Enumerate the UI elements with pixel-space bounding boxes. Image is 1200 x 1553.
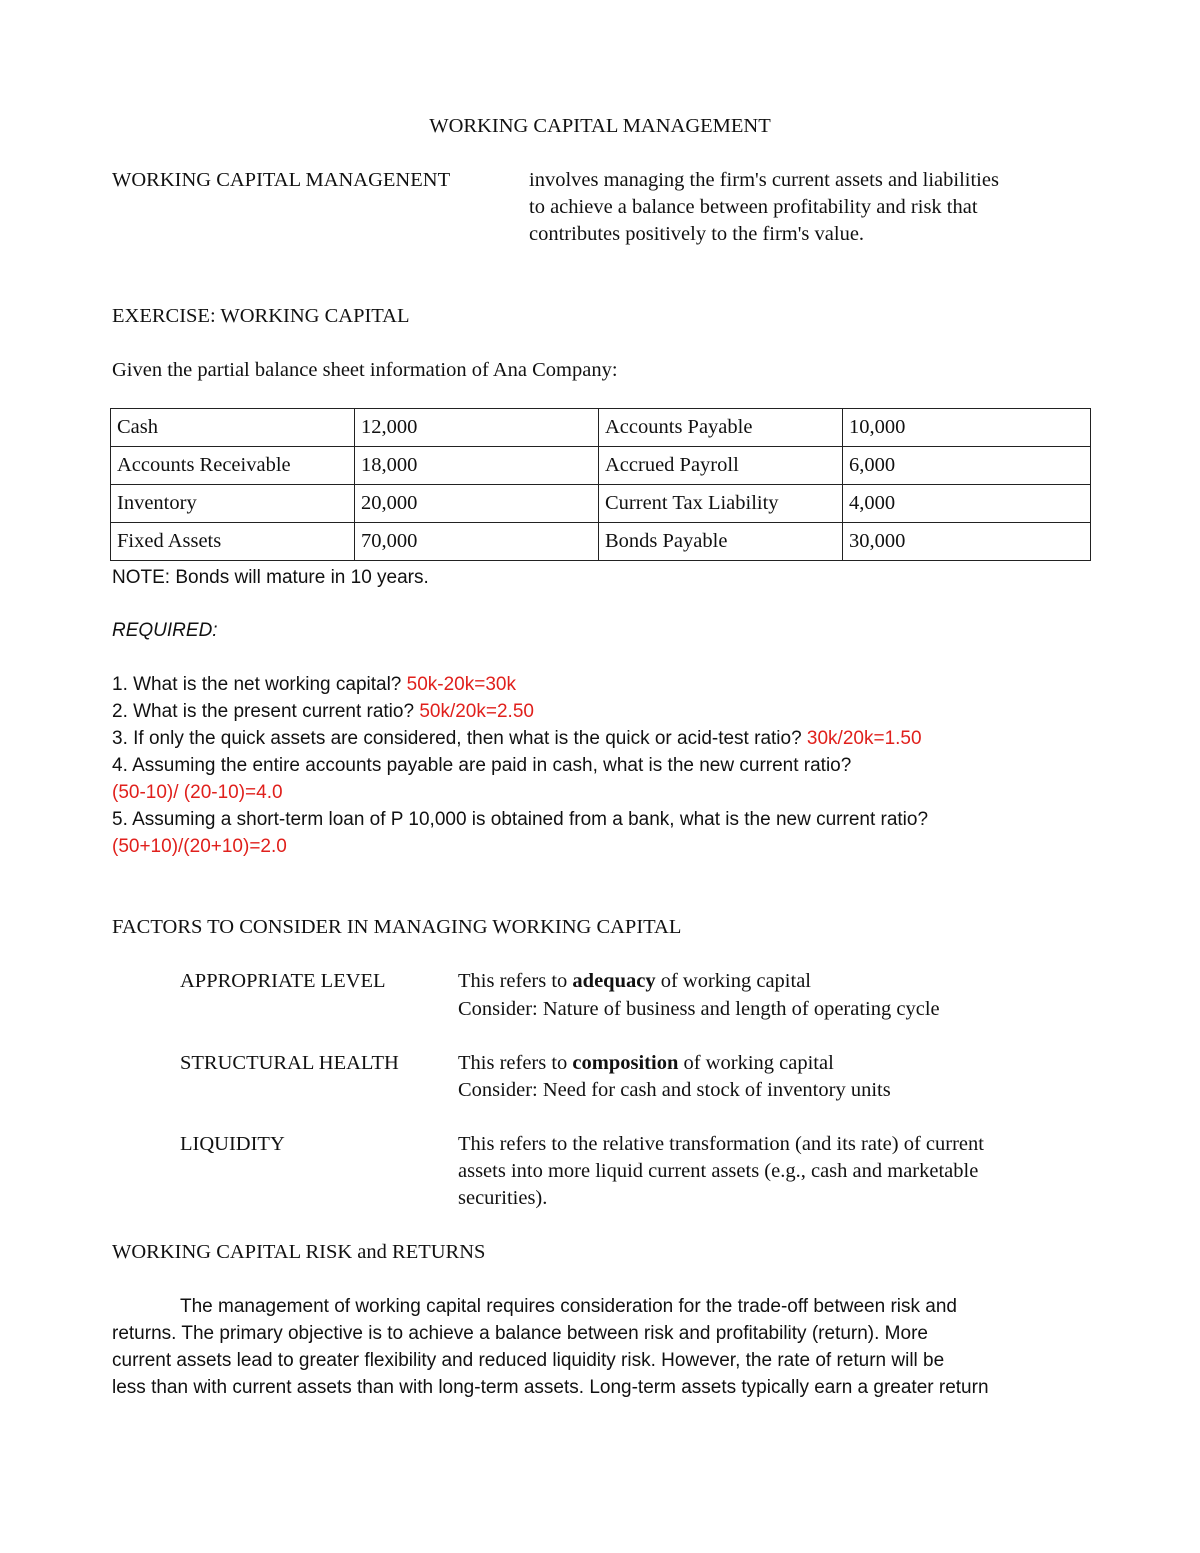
factor-desc-structural-health: [458, 1050, 834, 1077]
answer-text: 50k/20k=2.50: [419, 701, 534, 722]
factor-label-structural-health: STRUCTURAL HEALTH: [180, 1052, 399, 1074]
answer-5: (50+10)/(20+10)=2.0: [112, 836, 287, 857]
table-row: [111, 485, 1091, 523]
question-5: 5. Assuming a short-term loan of P 10,000 is obtained from a bank, what is the new current ratio?: [112, 809, 929, 830]
table-cell: 4,000: [843, 485, 1091, 523]
factor-desc-post: of working capital: [655, 970, 811, 992]
question-text: 2. What is the present current ratio?: [112, 701, 415, 722]
factor-keyword: composition: [572, 1052, 679, 1074]
factor-desc-liquidity-line-3: securities).: [458, 1187, 548, 1209]
risk-paragraph-line-4: less than with current assets than with long-term assets. Long-term assets typically earn a greater return: [112, 1377, 989, 1398]
factor-desc-liquidity-line-1: This refers to the relative transformation (and its rate) of current: [458, 1133, 984, 1155]
table-cell: Fixed Assets: [111, 523, 355, 561]
question-text: 3. If only the quick assets are considered, then what is the quick or acid-test ratio?: [112, 728, 802, 749]
table-row: [111, 409, 1091, 447]
definition-line-2: to achieve a balance between profitability and risk that: [529, 196, 978, 218]
definition-line-3: contributes positively to the firm's value.: [529, 223, 865, 245]
answer-text: 50k-20k=30k: [406, 674, 516, 695]
table-cell: Current Tax Liability: [599, 485, 843, 523]
table-cell: 70,000: [355, 523, 599, 561]
table-cell: Bonds Payable: [599, 523, 843, 561]
question-text: 1. What is the net working capital?: [112, 674, 402, 695]
table-row: [111, 523, 1091, 561]
required-label: REQUIRED:: [112, 620, 218, 641]
table-cell: 20,000: [355, 485, 599, 523]
factor-consider-appropriate-level: Consider: Nature of business and length of operating cycle: [458, 998, 940, 1020]
question-4: 4. Assuming the entire accounts payable are paid in cash, what is the new current ratio?: [112, 755, 852, 776]
table-cell: 10,000: [843, 409, 1091, 447]
question-2: [112, 698, 534, 725]
question-1: [112, 671, 516, 698]
risk-heading: WORKING CAPITAL RISK and RETURNS: [112, 1241, 486, 1263]
factor-desc-appropriate-level: [458, 968, 811, 995]
exercise-heading: EXERCISE: WORKING CAPITAL: [112, 305, 410, 327]
risk-paragraph-line-3: current assets lead to greater flexibility and reduced liquidity risk. However, the rate of return will be: [112, 1350, 945, 1371]
answer-4: (50-10)/ (20-10)=4.0: [112, 782, 283, 803]
factor-desc-post: of working capital: [678, 1052, 834, 1074]
definition-term: WORKING CAPITAL MANAGENENT: [112, 169, 451, 191]
table-row: [111, 447, 1091, 485]
exercise-intro: Given the partial balance sheet information of Ana Company:: [112, 359, 618, 381]
table-cell: 30,000: [843, 523, 1091, 561]
table-cell: Accounts Payable: [599, 409, 843, 447]
answer-text: 30k/20k=1.50: [806, 728, 922, 749]
table-cell: 6,000: [843, 447, 1091, 485]
table-cell: Accounts Receivable: [111, 447, 355, 485]
factor-keyword: adequacy: [572, 970, 656, 992]
factors-heading: FACTORS TO CONSIDER IN MANAGING WORKING CAPITAL: [112, 916, 682, 938]
factor-label-liquidity: LIQUIDITY: [180, 1133, 285, 1155]
table-cell: Accrued Payroll: [599, 447, 843, 485]
question-3: [112, 725, 922, 752]
factor-label-appropriate-level: APPROPRIATE LEVEL: [180, 970, 386, 992]
table-note: NOTE: Bonds will mature in 10 years.: [112, 567, 429, 588]
table-cell: Inventory: [111, 485, 355, 523]
factor-desc-pre: This refers to: [458, 1052, 573, 1074]
factor-desc-pre: This refers to: [458, 970, 573, 992]
balance-sheet-table: [110, 408, 1091, 561]
definition-line-1: involves managing the firm's current assets and liabilities: [529, 169, 999, 191]
table-cell: 18,000: [355, 447, 599, 485]
factor-consider-structural-health: Consider: Need for cash and stock of inventory units: [458, 1079, 891, 1101]
risk-paragraph-line-2: returns. The primary objective is to achieve a balance between risk and profitability (return). More: [112, 1323, 928, 1344]
risk-paragraph-line-1: The management of working capital requires consideration for the trade-off between risk and: [180, 1296, 957, 1317]
factor-desc-liquidity-line-2: assets into more liquid current assets (e.g., cash and marketable: [458, 1160, 979, 1182]
table-cell: 12,000: [355, 409, 599, 447]
table-cell: Cash: [111, 409, 355, 447]
page-title: WORKING CAPITAL MANAGEMENT: [429, 115, 771, 137]
